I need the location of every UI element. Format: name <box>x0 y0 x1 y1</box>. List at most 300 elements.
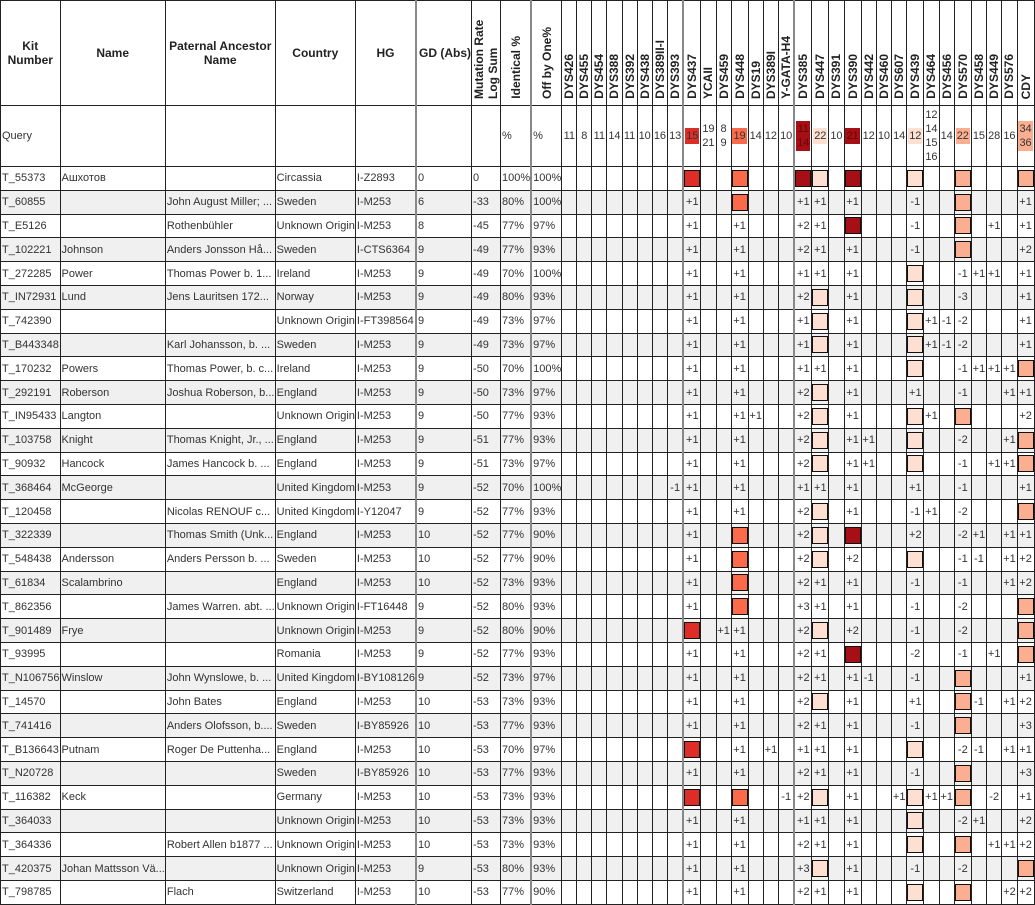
identical-pct-cell: 70% <box>501 357 532 381</box>
col-header-identical-pct[interactable] <box>501 1 532 106</box>
marker-diff-cell <box>668 190 684 214</box>
marker-diff-cell: +1 <box>907 476 924 500</box>
col-header-marker[interactable] <box>1017 1 1034 106</box>
marker-diff-cell <box>562 167 577 191</box>
col-header-genetic-distance[interactable]: GD (Abs) <box>416 1 472 106</box>
marker-diff-cell <box>607 452 622 476</box>
marker-diff-cell <box>637 690 652 714</box>
table-row[interactable] <box>1 285 1035 309</box>
table-row[interactable] <box>1 690 1035 714</box>
table-row[interactable] <box>1 738 1035 762</box>
kit-number-cell[interactable]: T_14570 <box>1 690 61 714</box>
table-row[interactable] <box>1 714 1035 738</box>
table-row[interactable] <box>1 357 1035 381</box>
marker-diff-cell <box>876 452 891 476</box>
marker-diff-cell <box>592 857 607 881</box>
kit-number-cell[interactable]: T_368464 <box>1 476 61 500</box>
query-value-text: 14 <box>608 130 621 142</box>
marker-label: DYS456 <box>939 54 954 99</box>
table-row[interactable] <box>1 167 1035 191</box>
marker-diff-cell: +1 <box>731 452 748 476</box>
marker-diff-cell <box>716 738 731 762</box>
kit-number-cell[interactable]: T_B443348 <box>1 333 61 357</box>
kit-number-cell[interactable]: T_120458 <box>1 500 61 524</box>
kit-number-cell[interactable]: T_N106756 <box>1 666 61 690</box>
marker-diff-cell <box>829 880 844 904</box>
marker-diff-cell: +2 <box>794 666 812 690</box>
marker-diff-cell <box>592 500 607 524</box>
ancestor-cell: Thomas Power, b. c... <box>165 357 275 381</box>
marker-diff-cell <box>924 809 939 833</box>
marker-diff-cell: +2 <box>794 714 812 738</box>
marker-diff-cell: +1 <box>1002 452 1017 476</box>
name-cell <box>60 690 165 714</box>
col-header-marker[interactable] <box>987 1 1002 106</box>
marker-diff-cell <box>939 595 954 619</box>
kit-number-cell[interactable]: T_E5126 <box>1 214 61 238</box>
kit-number-cell[interactable]: T_364336 <box>1 833 61 857</box>
table-row[interactable] <box>1 428 1035 452</box>
query-value-text: 13 <box>669 130 682 142</box>
ancestor-cell <box>165 167 275 191</box>
marker-diff-heat-box <box>731 523 748 547</box>
marker-diff-cell <box>829 785 844 809</box>
marker-diff-cell: -2 <box>907 642 924 666</box>
haplogroup-cell: I-M253 <box>355 833 416 857</box>
query-marker-value <box>907 106 924 167</box>
marker-diff-cell <box>592 238 607 262</box>
haplogroup-cell: I-BY108126 <box>355 666 416 690</box>
kit-number-cell[interactable]: T_741416 <box>1 714 61 738</box>
marker-diff-cell <box>668 666 684 690</box>
query-value-text: 19 <box>733 130 746 142</box>
marker-diff-cell: +1 <box>683 500 701 524</box>
marker-diff-cell <box>763 190 778 214</box>
country-cell: Sweden <box>275 238 355 262</box>
col-header-marker[interactable] <box>577 1 592 106</box>
heat-box <box>955 693 971 710</box>
country-cell: United Kingdom <box>275 500 355 524</box>
heat-box <box>907 313 923 330</box>
col-header-paternal-ancestor[interactable]: Paternal Ancestor Name <box>165 1 275 106</box>
marker-diff-cell <box>971 214 986 238</box>
col-header-name[interactable]: Name <box>60 1 165 106</box>
table-row[interactable] <box>1 547 1035 571</box>
marker-diff-cell: -1 <box>954 476 971 500</box>
query-marker-value <box>829 106 844 167</box>
ancestor-cell <box>165 809 275 833</box>
mutation-rate-cell: 0 <box>472 167 501 191</box>
marker-diff-cell: +1 <box>844 190 861 214</box>
marker-diff-heat-box <box>954 785 971 809</box>
marker-diff-cell <box>622 880 637 904</box>
table-row[interactable] <box>1 571 1035 595</box>
marker-diff-cell <box>876 690 891 714</box>
name-cell <box>60 309 165 333</box>
marker-diff-cell <box>622 738 637 762</box>
marker-diff-heat-box <box>954 214 971 238</box>
marker-diff-cell: +1 <box>844 404 861 428</box>
marker-diff-cell <box>924 833 939 857</box>
marker-diff-cell <box>668 880 684 904</box>
marker-diff-heat-box <box>907 785 924 809</box>
marker-diff-cell <box>876 714 891 738</box>
query-marker-value <box>876 106 891 167</box>
table-row[interactable] <box>1 381 1035 405</box>
haplogroup-cell: I-M253 <box>355 642 416 666</box>
marker-diff-cell: +1 <box>794 738 812 762</box>
marker-diff-cell <box>779 714 795 738</box>
gd-cell: 10 <box>416 738 472 762</box>
marker-diff-cell <box>701 833 716 857</box>
marker-diff-cell <box>592 809 607 833</box>
marker-diff-cell <box>861 642 876 666</box>
marker-diff-cell <box>577 285 592 309</box>
marker-diff-cell <box>592 761 607 785</box>
marker-diff-cell <box>668 857 684 881</box>
marker-diff-cell <box>987 809 1002 833</box>
table-row[interactable] <box>1 595 1035 619</box>
col-header-marker[interactable] <box>592 1 607 106</box>
col-header-marker[interactable] <box>607 1 622 106</box>
kit-number-cell[interactable]: T_862356 <box>1 595 61 619</box>
query-value-text: 22 <box>956 130 969 142</box>
marker-diff-cell <box>748 452 763 476</box>
heat-box <box>1018 170 1034 187</box>
marker-diff-cell <box>876 595 891 619</box>
table-row[interactable] <box>1 833 1035 857</box>
query-marker-value <box>924 106 939 167</box>
identical-pct-cell: 73% <box>501 309 532 333</box>
off-by-one-cell: 100% <box>531 262 562 286</box>
marker-diff-cell <box>577 214 592 238</box>
table-row[interactable] <box>1 452 1035 476</box>
name-cell <box>60 833 165 857</box>
kit-number-cell[interactable]: T_55373 <box>1 167 61 191</box>
marker-diff-heat-box <box>954 833 971 857</box>
marker-diff-heat-box <box>844 167 861 191</box>
marker-diff-cell <box>971 833 986 857</box>
table-row[interactable] <box>1 761 1035 785</box>
kit-number-cell[interactable]: T_420375 <box>1 857 61 881</box>
marker-diff-heat-box <box>1017 452 1034 476</box>
query-marker-value <box>794 106 812 167</box>
query-value-text: 12 <box>909 130 922 142</box>
marker-diff-cell <box>607 214 622 238</box>
col-header-marker[interactable] <box>622 1 637 106</box>
col-header-off-by-one-pct[interactable] <box>531 1 562 106</box>
marker-diff-cell <box>1002 761 1017 785</box>
marker-diff-cell <box>716 595 731 619</box>
marker-diff-cell: +1 <box>731 761 748 785</box>
kit-number-cell[interactable]: T_116382 <box>1 785 61 809</box>
table-row[interactable] <box>1 857 1035 881</box>
marker-diff-cell <box>748 262 763 286</box>
marker-diff-heat-box <box>812 404 829 428</box>
haplogroup-cell: I-Z2893 <box>355 167 416 191</box>
off-by-one-cell: 97% <box>531 309 562 333</box>
table-row[interactable] <box>1 880 1035 904</box>
col-header-marker[interactable] <box>668 1 684 106</box>
table-row[interactable] <box>1 238 1035 262</box>
heat-box <box>812 860 828 877</box>
table-row[interactable] <box>1 262 1035 286</box>
marker-diff-cell <box>892 476 907 500</box>
col-header-marker[interactable] <box>812 1 829 106</box>
marker-diff-cell <box>716 214 731 238</box>
table-row[interactable] <box>1 214 1035 238</box>
marker-diff-cell <box>592 381 607 405</box>
marker-diff-heat-box <box>907 262 924 286</box>
identical-pct-cell: 80% <box>501 285 532 309</box>
ancestor-cell: Joshua Roberson, b... <box>165 381 275 405</box>
kit-number-cell[interactable]: T_IN72931 <box>1 285 61 309</box>
marker-diff-cell <box>971 309 986 333</box>
country-cell: Norway <box>275 285 355 309</box>
haplogroup-cell: I-M253 <box>355 452 416 476</box>
col-header-marker[interactable] <box>716 1 731 106</box>
col-header-marker[interactable] <box>763 1 778 106</box>
marker-diff-heat-box <box>1017 642 1034 666</box>
marker-diff-cell <box>637 809 652 833</box>
marker-diff-cell: -1 <box>954 571 971 595</box>
marker-diff-cell <box>987 285 1002 309</box>
col-header-marker[interactable] <box>794 1 812 106</box>
marker-diff-cell <box>829 476 844 500</box>
marker-diff-cell <box>1002 857 1017 881</box>
identical-pct-cell: 77% <box>501 547 532 571</box>
marker-diff-cell <box>779 262 795 286</box>
kit-number-cell[interactable]: T_292191 <box>1 381 61 405</box>
marker-diff-cell: +1 <box>924 309 939 333</box>
marker-diff-cell: -1 <box>954 381 971 405</box>
table-row[interactable] <box>1 476 1035 500</box>
col-header-haplogroup[interactable]: HG <box>355 1 416 106</box>
kit-number-cell[interactable]: T_322339 <box>1 523 61 547</box>
table-row[interactable] <box>1 619 1035 643</box>
marker-diff-cell <box>924 690 939 714</box>
table-row[interactable] <box>1 190 1035 214</box>
kit-number-cell[interactable]: T_60855 <box>1 190 61 214</box>
col-header-marker[interactable] <box>907 1 924 106</box>
marker-diff-cell <box>971 190 986 214</box>
marker-diff-cell: -1 <box>971 547 986 571</box>
marker-diff-cell <box>939 714 954 738</box>
marker-diff-cell: +1 <box>861 452 876 476</box>
marker-diff-cell <box>987 690 1002 714</box>
table-row[interactable] <box>1 309 1035 333</box>
col-header-marker[interactable] <box>748 1 763 106</box>
table-row[interactable] <box>1 404 1035 428</box>
marker-diff-cell: +1 <box>1017 262 1034 286</box>
marker-diff-cell: +1 <box>683 238 701 262</box>
kit-number-cell[interactable]: T_B136643 <box>1 738 61 762</box>
marker-diff-cell <box>763 714 778 738</box>
marker-diff-cell: +1 <box>731 309 748 333</box>
kit-number-cell[interactable]: T_103758 <box>1 428 61 452</box>
marker-diff-cell <box>592 619 607 643</box>
marker-diff-cell <box>748 238 763 262</box>
name-cell <box>60 595 165 619</box>
marker-diff-cell <box>939 381 954 405</box>
marker-label: DYS385 <box>796 54 811 99</box>
heat-box <box>684 170 700 187</box>
query-value-text: 28 <box>988 130 1001 142</box>
ancestor-cell <box>165 642 275 666</box>
mutation-rate-cell: -53 <box>472 690 501 714</box>
kit-number-cell[interactable]: T_90932 <box>1 452 61 476</box>
query-value-text: 12 <box>764 130 778 142</box>
marker-diff-cell: +1 <box>844 714 861 738</box>
marker-diff-cell <box>924 262 939 286</box>
marker-diff-heat-box <box>683 785 701 809</box>
mutation-rate-cell: -49 <box>472 262 501 286</box>
marker-diff-cell <box>701 785 716 809</box>
kit-number-cell[interactable]: T_N20728 <box>1 761 61 785</box>
marker-diff-cell: +1 <box>731 262 748 286</box>
marker-diff-cell <box>577 428 592 452</box>
query-marker-value <box>652 106 667 167</box>
kit-number-cell[interactable]: T_364033 <box>1 809 61 833</box>
kit-number-cell[interactable]: T_742390 <box>1 309 61 333</box>
marker-diff-cell <box>577 190 592 214</box>
marker-diff-cell <box>577 595 592 619</box>
marker-diff-cell <box>861 309 876 333</box>
marker-diff-cell <box>1002 785 1017 809</box>
col-header-marker[interactable] <box>876 1 891 106</box>
col-header-marker[interactable] <box>637 1 652 106</box>
kit-number-cell[interactable]: T_102221 <box>1 238 61 262</box>
col-header-kit-number[interactable]: Kit Number <box>1 1 61 106</box>
marker-diff-cell: +2 <box>1017 880 1034 904</box>
col-header-marker[interactable] <box>731 1 748 106</box>
kit-number-cell[interactable]: T_548438 <box>1 547 61 571</box>
marker-diff-cell <box>987 500 1002 524</box>
col-header-marker[interactable] <box>701 1 716 106</box>
col-header-marker[interactable] <box>652 1 667 106</box>
mutation-rate-cell: -49 <box>472 238 501 262</box>
marker-diff-cell <box>892 833 907 857</box>
kit-number-cell[interactable]: T_901489 <box>1 619 61 643</box>
col-header-marker[interactable] <box>892 1 907 106</box>
col-header-marker[interactable] <box>861 1 876 106</box>
marker-diff-cell: +1 <box>683 404 701 428</box>
table-row[interactable] <box>1 666 1035 690</box>
marker-diff-cell <box>892 404 907 428</box>
marker-diff-cell <box>748 285 763 309</box>
marker-diff-cell <box>701 690 716 714</box>
kit-number-cell[interactable]: T_170232 <box>1 357 61 381</box>
col-header-marker[interactable] <box>779 1 795 106</box>
table-row[interactable] <box>1 809 1035 833</box>
marker-diff-cell <box>939 214 954 238</box>
kit-number-cell[interactable]: T_93995 <box>1 642 61 666</box>
marker-diff-cell: -2 <box>954 428 971 452</box>
mutation-rate-cell: -50 <box>472 381 501 405</box>
marker-diff-cell <box>987 381 1002 405</box>
haplogroup-cell: I-CTS6364 <box>355 238 416 262</box>
col-header-marker[interactable] <box>924 1 939 106</box>
identical-pct-cell: 73% <box>501 785 532 809</box>
col-header-marker[interactable] <box>562 1 577 106</box>
table-row[interactable] <box>1 333 1035 357</box>
marker-diff-cell <box>892 714 907 738</box>
col-header-marker[interactable] <box>939 1 954 106</box>
marker-diff-cell <box>892 857 907 881</box>
col-header-marker[interactable] <box>683 1 701 106</box>
marker-diff-cell <box>924 452 939 476</box>
gd-cell: 10 <box>416 523 472 547</box>
marker-diff-cell: +1 <box>907 381 924 405</box>
marker-diff-cell <box>861 404 876 428</box>
col-header-marker[interactable] <box>829 1 844 106</box>
marker-diff-cell: +1 <box>812 262 829 286</box>
marker-diff-cell: +1 <box>844 571 861 595</box>
marker-diff-cell: +1 <box>731 357 748 381</box>
marker-diff-cell: +1 <box>907 690 924 714</box>
table-row[interactable] <box>1 523 1035 547</box>
col-header-marker[interactable] <box>1002 1 1017 106</box>
col-header-marker[interactable] <box>844 1 861 106</box>
kit-number-cell[interactable]: T_798785 <box>1 880 61 904</box>
col-header-mutation-rate[interactable] <box>472 1 501 106</box>
col-header-country[interactable]: Country <box>275 1 355 106</box>
kit-number-cell[interactable]: T_272285 <box>1 262 61 286</box>
name-cell <box>60 714 165 738</box>
col-header-marker[interactable] <box>971 1 986 106</box>
marker-diff-cell <box>622 476 637 500</box>
heat-box <box>795 170 811 187</box>
marker-diff-cell <box>668 357 684 381</box>
table-row[interactable] <box>1 785 1035 809</box>
marker-diff-cell <box>1002 666 1017 690</box>
kit-number-cell[interactable]: T_IN95433 <box>1 404 61 428</box>
haplogroup-cell: I-M253 <box>355 880 416 904</box>
marker-diff-cell <box>876 571 891 595</box>
marker-diff-cell <box>577 476 592 500</box>
marker-diff-cell: +1 <box>731 857 748 881</box>
marker-diff-cell <box>577 167 592 191</box>
heat-box <box>845 646 861 663</box>
gd-cell: 9 <box>416 404 472 428</box>
marker-diff-cell <box>668 214 684 238</box>
marker-diff-cell <box>592 880 607 904</box>
haplogroup-cell: I-M253 <box>355 690 416 714</box>
table-row[interactable] <box>1 642 1035 666</box>
marker-diff-cell <box>748 571 763 595</box>
marker-label: DYS449 <box>987 54 1002 99</box>
marker-diff-cell: +1 <box>683 857 701 881</box>
marker-diff-cell <box>971 714 986 738</box>
marker-diff-cell <box>876 785 891 809</box>
ancestor-cell: Flach <box>165 880 275 904</box>
marker-diff-heat-box <box>812 428 829 452</box>
ancestor-cell: Robert Allen b1877 ... <box>165 833 275 857</box>
name-cell: Winslow <box>60 666 165 690</box>
marker-diff-cell: -1 <box>907 500 924 524</box>
heat-box <box>907 836 923 853</box>
marker-diff-cell <box>829 761 844 785</box>
marker-diff-cell <box>892 761 907 785</box>
marker-diff-cell <box>861 381 876 405</box>
col-header-marker[interactable] <box>954 1 971 106</box>
table-row[interactable] <box>1 500 1035 524</box>
marker-diff-cell <box>924 547 939 571</box>
name-cell: Power <box>60 262 165 286</box>
marker-diff-cell <box>637 523 652 547</box>
query-value-text: 10 <box>638 130 651 142</box>
kit-number-cell[interactable]: T_61834 <box>1 571 61 595</box>
